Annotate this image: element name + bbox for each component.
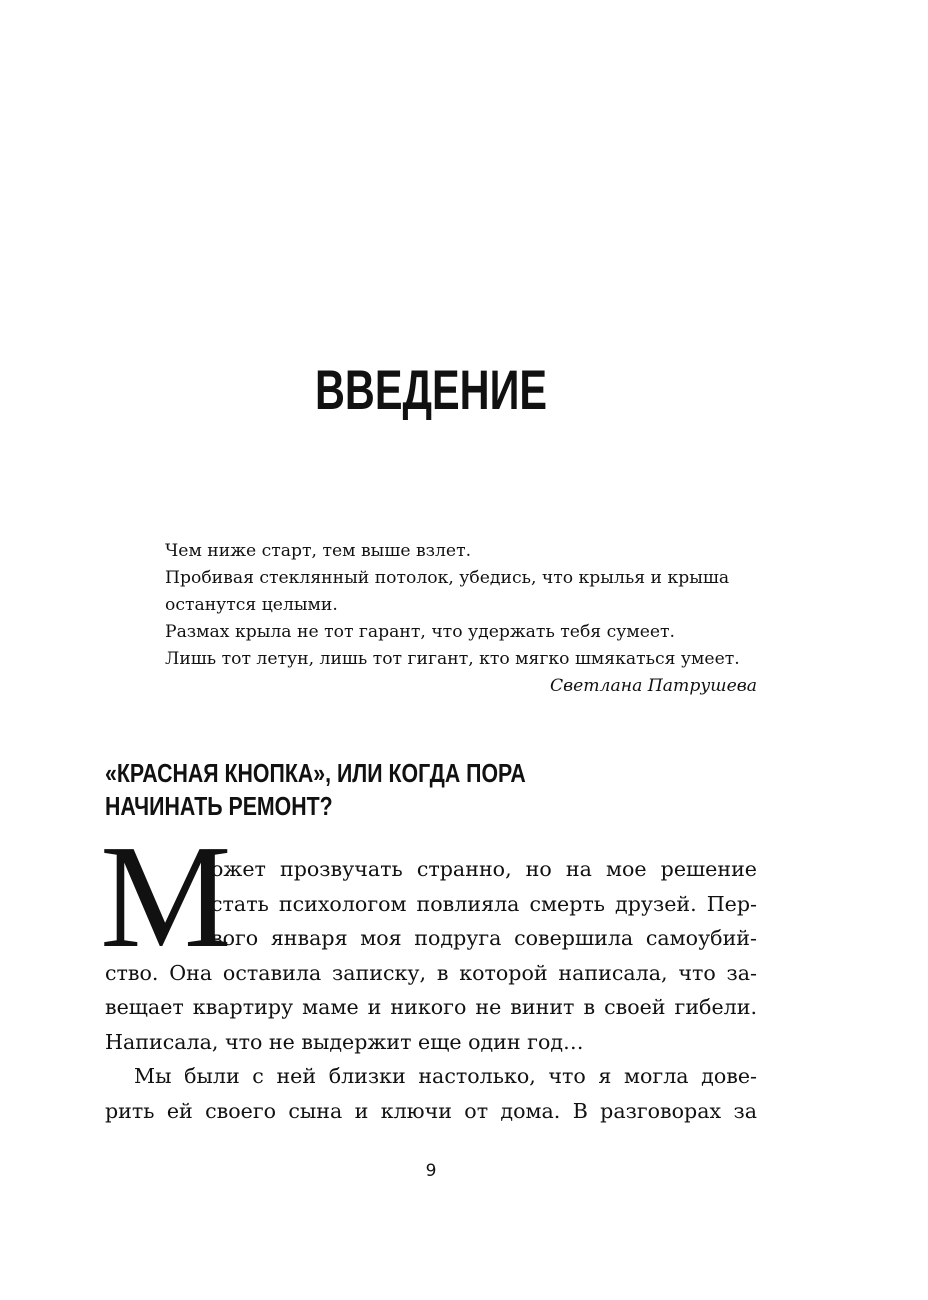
body-line: Написала, что не выдержит еще один год…: [105, 1029, 584, 1054]
epigraph-line: останутся целыми.: [165, 595, 338, 615]
body-line: рить ей своего сына и ключи от дома. В разговорах за: [105, 1098, 757, 1123]
section-title: [105, 757, 526, 823]
chapter-title: ВВЕДЕНИЕ: [314, 358, 548, 421]
body-line: вещает квартиру маме и никого не винит в своей гибели.: [105, 995, 757, 1019]
drop-cap: М: [100, 815, 232, 979]
body-line: вого января моя подруга совершила самоубий-: [211, 926, 757, 950]
epigraph-line: Пробивая стеклянный потолок, убедись, что крылья и крыша: [165, 568, 730, 588]
epigraph-line: Чем ниже старт, тем выше взлет.: [165, 541, 472, 561]
epigraph-author: Светлана Патрушева: [549, 676, 757, 696]
body-text: [105, 852, 757, 1128]
section-title-line: НАЧИНАТЬ РЕМОНТ?: [105, 791, 333, 821]
epigraph: [165, 538, 757, 700]
epigraph-line: Размах крыла не тот гарант, что удержать тебя сумеет.: [165, 622, 676, 642]
body-line: ожет прозвучать странно, но на мое решение: [211, 857, 757, 881]
page-number: 9: [425, 1161, 437, 1181]
body-line: ство. Она оставила записку, в которой написала, что за-: [105, 960, 757, 985]
body-line: Мы были с ней близки настолько, что я могла дове-: [134, 1064, 757, 1088]
body-line: стать психологом повлияла смерть друзей. Пер-: [211, 891, 757, 916]
epigraph-line: Лишь тот летун, лишь тот гигант, кто мягко шмякаться умеет.: [165, 649, 740, 669]
section-title-line: «КРАСНАЯ КНОПКА», ИЛИ КОГДА ПОРА: [105, 758, 526, 788]
